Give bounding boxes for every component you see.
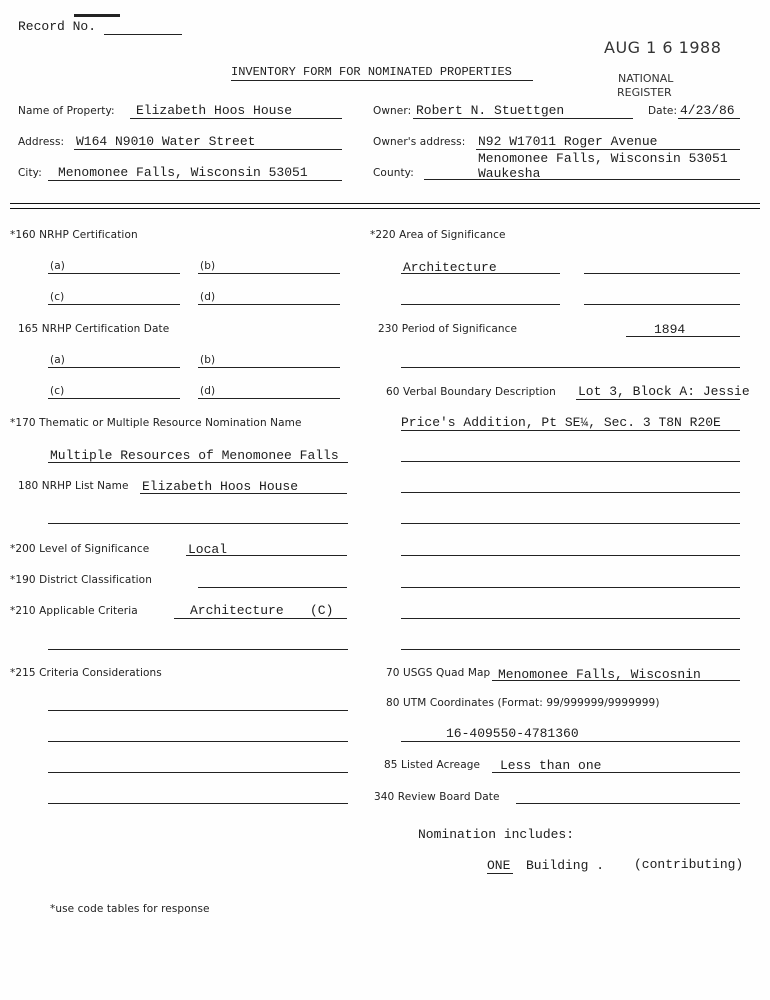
review-board-label: 340 Review Board Date [374, 791, 500, 803]
nrhp-certification-label: *160 NRHP Certification [10, 229, 138, 241]
form-title-underline [231, 80, 533, 81]
city-value: Menomonee Falls, Wisconsin 53051 [58, 165, 308, 180]
nrhp-cert-date-label: 165 NRHP Certification Date [18, 323, 170, 335]
cert-d-line [198, 304, 340, 305]
acreage-label: 85 Listed Acreage [384, 759, 481, 771]
divider-bottom [10, 208, 760, 209]
county-line [424, 179, 740, 180]
county-value: Waukesha [478, 166, 541, 181]
record-mark [74, 14, 120, 17]
cert-a-label: (a) [50, 260, 65, 272]
utm-line [401, 741, 740, 742]
cert-date-c-line [48, 398, 180, 399]
includes-status: (contributing) [634, 857, 744, 872]
received-date-stamp: AUG 1 6 1988 [604, 38, 722, 57]
thematic-value: Multiple Resources of Menomonee Falls [50, 448, 339, 463]
date-value: 4/23/86 [680, 103, 735, 118]
level-label: *200 Level of Significance [10, 543, 150, 555]
thematic-line [48, 462, 348, 463]
city-line [48, 180, 342, 181]
register-stamp: REGISTER [617, 86, 672, 99]
boundary-line-3 [401, 461, 740, 462]
list-name-extra-line [48, 523, 348, 524]
cert-date-d-line [198, 398, 340, 399]
cert-date-b-line [198, 367, 340, 368]
address-label: Address: [18, 136, 65, 148]
cert-c-label: (c) [50, 291, 65, 303]
cert-c-line [48, 304, 180, 305]
nomination-includes-label: Nomination includes: [418, 827, 575, 842]
cert-date-b-label: (b) [200, 354, 216, 366]
thematic-label: *170 Thematic or Multiple Resource Nomination Name [10, 417, 302, 429]
area-label: *220 Area of Significance [370, 229, 506, 241]
property-name-value: Elizabeth Hoos House [136, 103, 293, 118]
includes-count-underline [487, 873, 513, 874]
cert-d-label: (d) [200, 291, 216, 303]
district-line [198, 587, 347, 588]
boundary-line-9 [401, 649, 740, 650]
considerations-line-1 [48, 710, 348, 711]
area-line-3 [401, 304, 560, 305]
cert-date-a-label: (a) [50, 354, 65, 366]
usgs-line [492, 680, 740, 681]
review-board-line [516, 803, 740, 804]
list-name-line [140, 493, 347, 494]
owner-address-label: Owner's address: [373, 136, 466, 148]
criteria-code: (C) [310, 603, 334, 618]
record-number-line [104, 34, 182, 35]
footnote: *use code tables for response [50, 903, 210, 915]
boundary-line2: Price's Addition, Pt SE¼, Sec. 3 T8N R20E [401, 415, 721, 430]
level-value: Local [188, 542, 228, 557]
criteria-extra-line [48, 649, 348, 650]
address-value: W164 N9010 Water Street [76, 134, 256, 149]
boundary-label: 60 Verbal Boundary Description [386, 386, 556, 398]
address-line [74, 149, 342, 150]
date-line [678, 118, 740, 119]
national-stamp: NATIONAL [618, 72, 674, 85]
area-line-1 [401, 273, 560, 274]
utm-label: 80 UTM Coordinates (Format: 99/999999/9999999) [386, 697, 660, 709]
property-name-line [130, 118, 342, 119]
city-label: City: [18, 167, 42, 179]
boundary-line1: Lot 3, Block A: Jessie [578, 384, 750, 399]
criteria-value: Architecture [190, 603, 284, 618]
owner-address-line [476, 149, 740, 150]
acreage-line [492, 772, 740, 773]
boundary-line-8 [401, 618, 740, 619]
considerations-line-3 [48, 772, 348, 773]
property-name-label: Name of Property: [18, 105, 115, 117]
county-label: County: [373, 167, 414, 179]
date-label: Date: [648, 105, 678, 117]
owner-line [413, 118, 633, 119]
usgs-value: Menomonee Falls, Wiscosnin [498, 667, 701, 682]
district-label: *190 District Classification [10, 574, 152, 586]
owner-address-line1: N92 W17011 Roger Avenue [478, 134, 658, 149]
acreage-value: Less than one [500, 758, 602, 773]
list-name-label: 180 NRHP List Name [18, 480, 129, 492]
utm-value: 16-409550-4781360 [446, 726, 579, 741]
area-line-2 [584, 273, 740, 274]
period-extra-line [401, 367, 740, 368]
considerations-line-2 [48, 741, 348, 742]
cert-b-label: (b) [200, 260, 216, 272]
cert-date-a-line [48, 367, 180, 368]
owner-label: Owner: [373, 105, 412, 117]
boundary-line2-rule [401, 430, 740, 431]
boundary-line-5 [401, 523, 740, 524]
record-number-label: Record No. [18, 19, 97, 34]
usgs-label: 70 USGS Quad Map [386, 667, 491, 679]
criteria-label: *210 Applicable Criteria [10, 605, 138, 617]
includes-count: ONE [487, 858, 511, 873]
criteria-line [174, 618, 347, 619]
owner-address-line2: Menomonee Falls, Wisconsin 53051 [478, 151, 728, 166]
cert-date-d-label: (d) [200, 385, 216, 397]
considerations-label: *215 Criteria Considerations [10, 667, 162, 679]
period-line [626, 336, 740, 337]
boundary-line-7 [401, 587, 740, 588]
period-label: 230 Period of Significance [378, 323, 518, 335]
period-value: 1894 [654, 322, 686, 337]
level-line [186, 555, 347, 556]
cert-a-line [48, 273, 180, 274]
area-value: Architecture [403, 260, 497, 275]
includes-type: Building . [526, 858, 605, 873]
list-name-value: Elizabeth Hoos House [142, 479, 299, 494]
boundary-line-4 [401, 492, 740, 493]
owner-value: Robert N. Stuettgen [416, 103, 565, 118]
area-line-4 [584, 304, 740, 305]
cert-date-c-label: (c) [50, 385, 65, 397]
boundary-line1-rule [576, 399, 740, 400]
form-title: INVENTORY FORM FOR NOMINATED PROPERTIES [231, 65, 512, 79]
divider-top [10, 203, 760, 204]
cert-b-line [198, 273, 340, 274]
considerations-line-4 [48, 803, 348, 804]
boundary-line-6 [401, 555, 740, 556]
